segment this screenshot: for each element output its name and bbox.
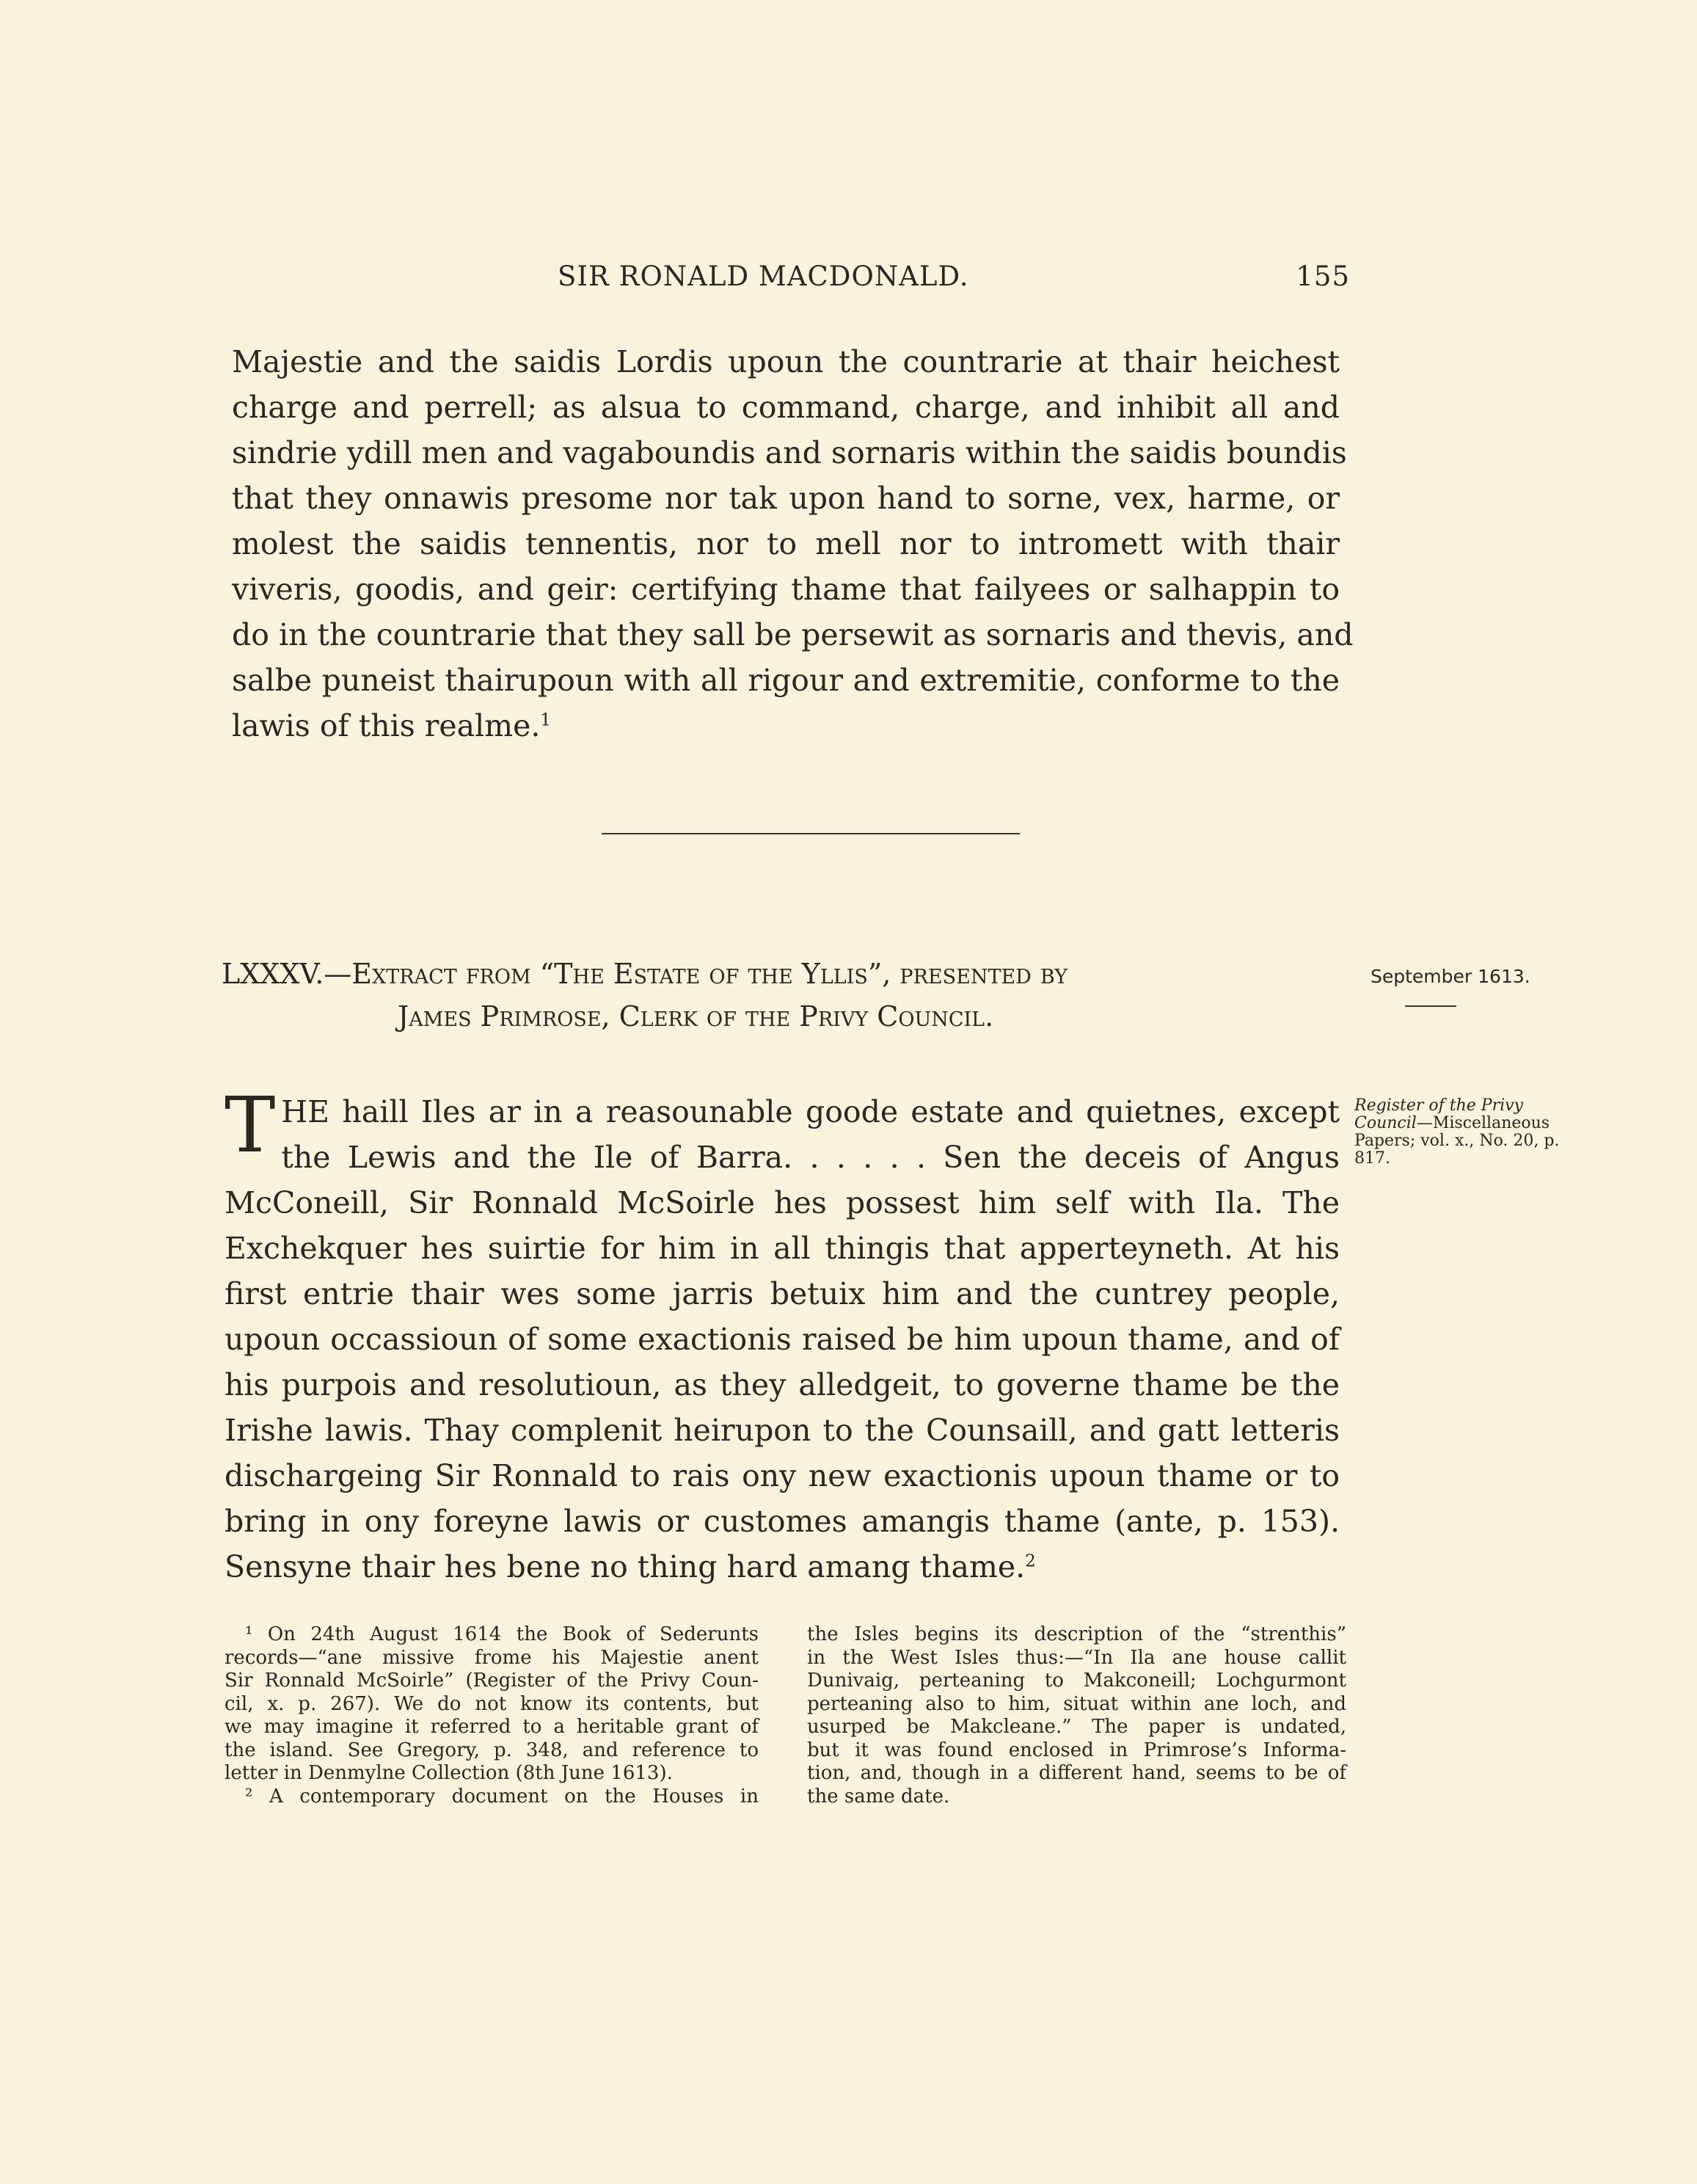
margin-note-source: Register of the Privy Council [1354,1096,1523,1132]
footnote-line: the same date. [807,1785,950,1808]
text-line: that they onnawis presome nor tak upon hand to sorne, vex, harme, or [232,481,1340,516]
heading-line-2: James Primrose, Clerk of the Privy Council. [398,1000,994,1033]
section-heading [222,953,1344,1038]
footnotes-left-column [225,1623,759,1808]
footnote-line: the Isles begins its description of the “strenthis” [807,1623,1346,1645]
footnote-line: Dunivaig, perteaning to Makconeill; Lochgurmont [807,1670,1346,1692]
footnote-line: but it was found enclosed in Primrose’s Informa- [807,1739,1346,1761]
side-date: September 1613. [1371,966,1530,987]
text-line: Irishe lawis. Thay complenit heirupon to the Counsaill, and gatt letteris [225,1413,1340,1448]
continued-paragraph [232,339,1354,749]
section-divider [602,833,1020,834]
footnote-line: in the West Isles thus:—“In Ila ane house callit [807,1646,1346,1669]
heading-line-1 [222,953,1344,995]
text-line: sindrie ydill men and vagaboundis and sornaris within the saidis boundis [232,435,1347,470]
text-line: do in the countrarie that they sall be persewit as sornaris and thevis, and [232,617,1354,652]
text-line: first entrie thair wes some jarris betuix him and the cuntrey people, [225,1276,1340,1311]
text-line: viveris, goodis, and geir: certifying thame that failyees or salhappin to [232,572,1340,607]
footnote-line: ² A contemporary document on the Houses in [245,1785,759,1808]
last-line-text: lawis of this realme. [232,708,541,743]
margin-note-details: —Miscellaneous Papers; vol. x., No. 20, p. 817. [1354,1114,1560,1168]
footnote-line: usurped be Makcleane.” The paper is undated, [807,1716,1346,1738]
last-line-text: Sensyne thair hes bene no thing hard amang thame. [225,1549,1026,1584]
text-line: molest the saidis tennentis, nor to mell nor to intromett with thair [232,526,1340,561]
text-line [225,1544,1340,1590]
text-line: Majestie and the saidis Lordis upoun the countrarie at thair heichest [232,344,1340,379]
side-date-rule [1405,1005,1456,1007]
text-line: bring in ony foreyne lawis or customes amangis thame (ante, p. 153). [225,1504,1340,1539]
text-line: charge and perrell; as alsua to command, charge, and inhibit all and [232,390,1340,425]
footnote-line: letter in Denmylne Collection (8th June 1613). [225,1762,673,1784]
footnote-line: tion, and, though in a different hand, seems to be of [807,1762,1346,1784]
footnote-line: the island. See Gregory, p. 348, and reference to [225,1739,759,1761]
main-paragraph [225,1080,1340,1590]
footnote-line: we may imagine it referred to a heritable grant of [225,1716,759,1738]
footnote-line: perteaning also to him, situat within ane loch, and [807,1692,1346,1715]
page-number: 155 [1296,261,1350,292]
text-line: McConeill, Sir Ronnald McSoirle hes possest him self with Ila. The [225,1185,1340,1220]
footnote-ref: 1 [540,710,552,730]
footnote-ref: 2 [1025,1551,1036,1571]
footnote-line: ¹ On 24th August 1614 the Book of Sederunts [245,1623,759,1645]
text-line: dischargeing Sir Ronnald to rais ony new exactionis upoun thame or to [225,1458,1340,1493]
text-line: the Lewis and the Ile of Barra. . . . . . Sen the deceis of Angus [281,1140,1340,1175]
drop-cap: T [225,1080,276,1170]
section-title-part: —Extract from “The Estate of the Yllis”, presented by [324,958,1068,990]
text-line: salbe puneist thairupoun with all rigour and extremitie, conforme to the [232,663,1340,698]
text-line: upoun occassioun of some exactionis raised be him upoun thame, and of [225,1322,1340,1357]
footnote-line: records—“ane missive frome his Majestie anent [225,1646,759,1669]
margin-note [1354,1097,1567,1168]
text-line: HE haill Iles ar in a reasounable goode estate and quietnes, except [281,1094,1340,1129]
section-number: LXXXV. [222,958,324,990]
footnote-line: cil, x. p. 267). We do not know its contents, but [225,1692,759,1715]
text-line [232,703,1340,749]
text-line: Exchekquer hes suirtie for him in all thingis that apperteyneth. At his [225,1231,1340,1266]
footnotes-right-column [807,1623,1346,1808]
text-line: his purpois and resolutioun, as they alledgeit, to governe thame be the [225,1367,1340,1402]
running-title: SIR RONALD MACDONALD. [558,261,969,292]
footnote-line: Sir Ronnald McSoirle” (Register of the Privy Coun- [225,1670,759,1692]
